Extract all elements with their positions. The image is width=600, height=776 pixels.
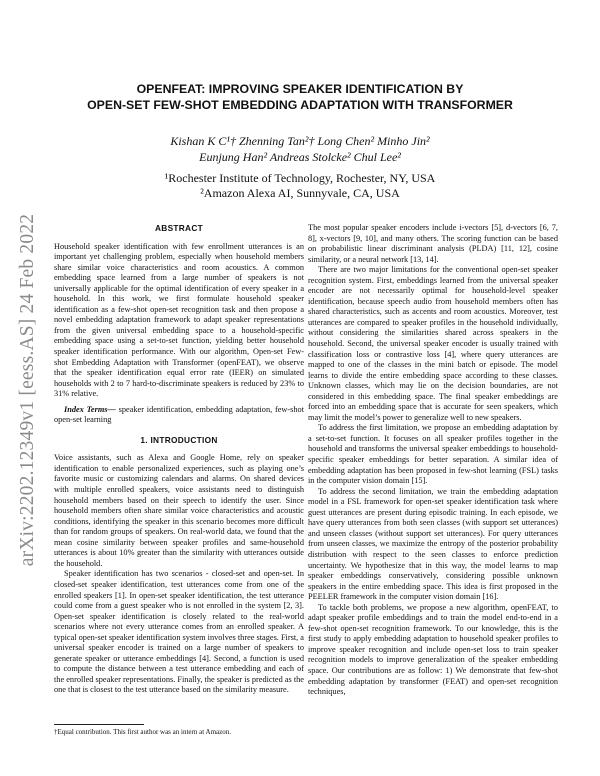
authors-line-2: Eunjung Han² Andreas Stolcke² Chul Lee²	[199, 149, 401, 164]
right-paragraph-1: The most popular speaker encoders include i-vectors [5], d-vectors [6, 7, 8], x-vectors [9, 10], and many others. The scoring function can be based on probabilistic linear discriminant analysis (PLDA) [11, 12], cosine similarity, or a neural network [13, 14].	[308, 223, 558, 264]
authors-line-1: Kishan K C¹† Zhenning Tan²† Long Chen² Minho Jin²	[170, 134, 430, 148]
affiliation-2: ²Amazon Alexa AI, Sunnyvale, CA, USA	[200, 186, 400, 200]
intro-paragraph-2: Speaker identification has two scenarios - closed-set and open-set. In closed-set speaker identification, test utterances come from one of the enrolled speakers [1]. In open-set speaker identification, the test utterance could come from a guest speaker who is not enrolled in the system [2, 3]. Open-set speaker identification is closely related to the real-world scenarios where not every utterance comes from an enrolled speaker. A typical open-set speaker identification system involves three stages. First, a universal speaker encoder is trained on a large number of speakers to generate speaker or utterance embeddings [4]. Second, a function is used to compute the distance between a test utterance embedding and each of the enrolled speaker representations. Finally, the speaker is predicted as the one that is closest to the test utterance based on the similarity measure.	[54, 569, 304, 695]
title-line-2: OPEN-SET FEW-SHOT EMBEDDING ADAPTATION WITH TRANSFORMER	[87, 98, 513, 112]
abstract-heading: ABSTRACT	[154, 223, 204, 233]
right-paragraph-2: There are two major limitations for the conventional open-set speaker recognition system. First, embeddings learned from the universal speaker encoder are not necessarily optimal for household-level speaker identification, because speech audio from household members often has shared characteristics, such as accents and room acoustics. Moreover, test utterances are compared to speaker profiles in the household individually, without considering the similarities shared across speakers in the household. Second, the universal speaker encoder is usually trained with classification loss or contrastive loss [4], where query utterances are mapped to one of the classes in the mini batch or episode. The model learns to divide the entire embedding space according to these classes. Unknown classes, which may lie on the decision boundaries, are not considered in this embedding space. The final speaker embeddings are forced into an embedding space that is accurate for seen speakers, which may limit the model’s power to generalize well to new speakers.	[308, 265, 558, 422]
right-paragraph-4: To address the second limitation, we train the embedding adaptation model in a FSL framework for open-set speaker identification task where guest utterances are present during episodic training. In each episode, we have query utterances from both seen classes (with support set utterances) and unseen classes (without support set utterances). For query utterances from unseen classes, we maximize the entropy of the posterior probability distribution with respect to the seen classes to enforce prediction uncertainty. We hypothesize that in this way, the model learns to map speaker embeddings conservatively, considering possible unknown speakers in the entire embedding space. This idea is first proposed in the PEELER framework in the computer vision domain [16].	[308, 486, 558, 602]
index-terms	[54, 405, 304, 426]
right-paragraph-5: To tackle both problems, we propose a new algorithm, openFEAT, to adapt speaker profile embeddings and to train the model end-to-end in a few-shot open-set recognition framework. To our knowledge, this is the first study to apply embedding adaptation to household speaker profiles to improve speaker recognition and include open-set loss to train speaker recognition models to improve generalization of the speaker embedding space. Our contributions are as follow: 1) We demonstrate that few-shot embedding adaptation by transformer (FEAT) and open-set recognition techniques,	[308, 602, 558, 697]
introduction-heading: 1. INTRODUCTION	[140, 434, 218, 445]
right-column	[308, 223, 558, 698]
affiliation-1: ¹Rochester Institute of Technology, Rochester, NY, USA	[164, 171, 436, 185]
title-line-1: OPENFEAT: IMPROVING SPEAKER IDENTIFICATION BY	[136, 82, 464, 96]
affiliations	[70, 171, 530, 201]
footnote: †Equal contribution. This first author was an intern at Amazon.	[54, 728, 231, 736]
footnote-rule	[54, 724, 144, 725]
paper-title	[70, 81, 530, 113]
author-list	[70, 134, 530, 165]
arxiv-identifier: arXiv:2202.12349v1 [eess.AS] 24 Feb 2022	[17, 213, 38, 567]
arxiv-stamp	[10, 200, 46, 580]
index-terms-text: speaker identification, embedding adaptation, few-shot open-set learning	[54, 404, 305, 425]
intro-paragraph-1: Voice assistants, such as Alexa and Google Home, rely on speaker identification to enable personalized experiences, such as playing one’s favorite music or customizing calendars and alarms. On shared devices with multiple enrolled speakers, voice assistants need to distinguish household members based on their speech to identify the user. Since household members often share similar voice characteristics and acoustic conditions, identifying the speaker in this scenario becomes more difficult than for random groups of speakers. On real-world data, we found that the mean cosine similarity between speaker profiles and same-household utterances is about 10% greater than the similarity with utterances outside the household.	[54, 453, 304, 568]
left-column	[54, 223, 304, 696]
abstract-text: Household speaker identification with few enrollment utterances is an important yet challenging problem, especially when household members share similar voice characteristics and room acoustics. A common embedding space learned from a large number of speakers is not universally applicable for the optimal identification of every speaker in a household. In this work, we first formulate household speaker identification as a few-shot open-set recognition task and then propose a novel embedding adaptation framework to adapt speaker representations from the given universal embedding space to a household-specific embedding space using a set-to-set function, yielding better household speaker identification performance. With our algorithm, Open-set Few-shot Embedding Adaptation with Transformer (openFEAT), we observe that the speaker identification equal error rate (IEER) on simulated households with 2 to 7 hard-to-discriminate speakers is reduced by 23% to 31% relative.	[54, 241, 304, 399]
right-paragraph-3: To address the first limitation, we propose an embedding adaptation by a set-to-set function. It focuses on all speaker profiles together in the household and transforms the universal speaker embeddings to household-specific speaker embeddings for better separation. A similar idea of embedding adaptation has been proposed in few-shot learning (FSL) tasks in the computer vision domain [15].	[308, 423, 558, 486]
index-terms-label: Index Terms—	[64, 404, 116, 414]
